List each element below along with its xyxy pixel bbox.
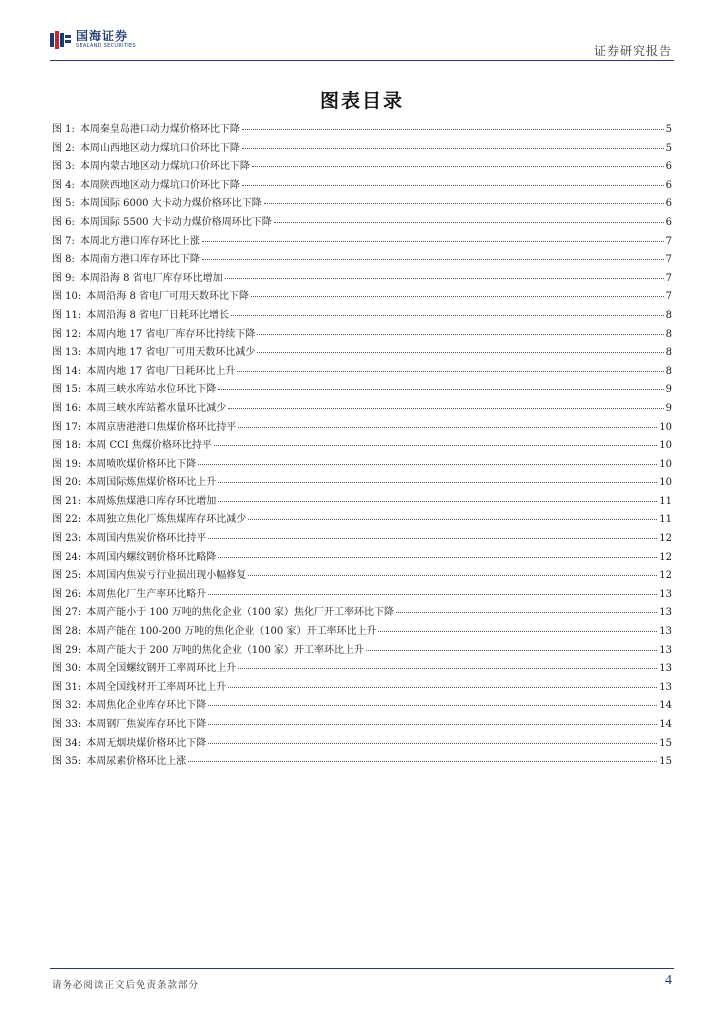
toc-entry-label: 本周沿海 8 省电厂可用天数环比下降: [86, 291, 250, 303]
toc-entry-number: 图 2:: [52, 142, 75, 154]
toc-entry-page: 11: [659, 514, 672, 526]
toc-entry-page: 12: [659, 551, 672, 563]
toc-entry-page: 11: [659, 495, 672, 507]
toc-entry-page: 8: [665, 347, 672, 359]
toc-dot-leader: [208, 538, 657, 539]
toc-dot-leader: [218, 557, 657, 558]
toc-dot-leader: [214, 445, 657, 446]
toc-entry-label: 本周京唐港港口焦煤价格环比持平: [86, 421, 237, 433]
toc-entry[interactable]: [52, 380, 672, 399]
toc-dot-leader: [208, 724, 657, 725]
toc-entry-label: 本周 CCI 焦煤价格环比持平: [86, 440, 212, 452]
toc-entry[interactable]: [52, 566, 672, 585]
figure-list: [52, 120, 672, 771]
toc-entry-page: 13: [659, 681, 672, 693]
toc-entry[interactable]: [52, 269, 672, 288]
toc-entry-page: 6: [665, 198, 672, 210]
toc-entry-label: 本周秦皇岛港口动力煤价格环比下降: [79, 124, 240, 135]
toc-entry-page: 6: [665, 216, 672, 228]
toc-entry[interactable]: [52, 603, 672, 622]
toc-entry-page: 6: [665, 161, 672, 173]
toc-entry-number: 图 14:: [52, 365, 82, 377]
toc-entry-label: 本周国际 6000 大卡动力煤价格环比下降: [79, 198, 262, 210]
toc-entry[interactable]: [52, 213, 672, 232]
toc-entry-number: 图 18:: [52, 440, 82, 452]
toc-entry-number: 图 9:: [52, 272, 75, 284]
toc-entry-number: 图 27:: [52, 607, 82, 619]
toc-entry-label: 本周产能大于 200 万吨的焦化企业（100 家）开工率环比上升: [86, 644, 364, 656]
toc-entry-label: 本周尿素价格环比上涨: [86, 756, 187, 768]
toc-entry[interactable]: [52, 622, 672, 641]
report-type: 证券研究报告: [593, 44, 672, 58]
toc-entry-number: 图 15:: [52, 384, 82, 396]
toc-entry[interactable]: [52, 548, 672, 567]
toc-entry-label: 本周内地 17 省电厂日耗环比上升: [86, 365, 236, 377]
toc-entry-page: 13: [659, 626, 672, 638]
toc-entry-page: 13: [659, 663, 672, 675]
toc-dot-leader: [242, 148, 664, 149]
toc-entry[interactable]: [52, 436, 672, 455]
toc-dot-leader: [242, 129, 664, 130]
toc-entry[interactable]: [52, 232, 672, 251]
toc-entry[interactable]: [52, 194, 672, 213]
toc-entry-page: 7: [665, 235, 672, 247]
toc-entry[interactable]: [52, 492, 672, 511]
toc-entry[interactable]: [52, 734, 672, 753]
toc-entry-page: 13: [659, 644, 672, 656]
toc-dot-leader: [237, 371, 663, 372]
toc-entry-label: 本周炼焦煤港口库存环比增加: [86, 495, 217, 507]
toc-entry-label: 本周焦化企业库存环比下降: [86, 700, 207, 712]
toc-entry-number: 图 26:: [52, 588, 82, 600]
toc-entry-label: 本周三峡水库站蓄水量环比减少: [86, 402, 227, 414]
toc-entry-page: 5: [665, 142, 672, 154]
toc-entry-label: 本周沿海 8 省电厂库存环比增加: [79, 272, 223, 284]
toc-entry-number: 图 21:: [52, 495, 82, 507]
toc-entry-label: 本周内地 17 省电厂可用天数环比减少: [86, 347, 256, 359]
toc-entry-page: 14: [659, 700, 672, 712]
toc-dot-leader: [228, 408, 663, 409]
toc-dot-leader: [225, 278, 664, 279]
toc-dot-leader: [251, 296, 664, 297]
toc-entry-page: 9: [665, 384, 672, 396]
toc-entry[interactable]: [52, 343, 672, 362]
toc-entry[interactable]: [52, 306, 672, 325]
toc-dot-leader: [208, 743, 657, 744]
toc-entry[interactable]: [52, 287, 672, 306]
toc-entry-page: 12: [659, 570, 672, 582]
toc-dot-leader: [218, 482, 657, 483]
toc-entry-label: 本周南方港口库存环比下降: [79, 254, 200, 266]
toc-entry[interactable]: [52, 362, 672, 381]
toc-entry-label: 本周国际 5500 大卡动力煤价格周环比下降: [79, 216, 272, 228]
toc-entry-label: 本周喷吹煤价格环比下降: [86, 458, 197, 470]
toc-entry-label: 本周山西地区动力煤坑口价环比下降: [79, 142, 240, 154]
toc-entry-number: 图 34:: [52, 737, 82, 749]
toc-dot-leader: [396, 612, 657, 613]
toc-entry-page: 6: [665, 179, 672, 191]
toc-entry-page: 8: [665, 309, 672, 321]
toc-entry-number: 图 13:: [52, 347, 82, 359]
toc-entry-page: 13: [659, 588, 672, 600]
toc-entry-page: 14: [659, 719, 672, 730]
toc-dot-leader: [202, 241, 664, 242]
toc-entry-label: 本周产能小于 100 万吨的焦化企业（100 家）焦化厂开工率环比下降: [86, 607, 394, 619]
page-number: 4: [665, 973, 672, 988]
toc-entry-number: 图 19:: [52, 458, 82, 470]
page-title: 图表目录: [319, 90, 404, 112]
toc-entry-number: 图 33:: [52, 719, 82, 730]
toc-dot-leader: [198, 464, 657, 465]
toc-entry-page: 10: [659, 477, 672, 489]
toc-entry[interactable]: [52, 510, 672, 529]
toc-entry-number: 图 22:: [52, 514, 82, 526]
toc-entry-number: 图 31:: [52, 681, 82, 693]
toc-entry[interactable]: [52, 529, 672, 548]
toc-entry-label: 本周钢厂焦炭库存环比下降: [86, 719, 207, 730]
toc-entry-page: 9: [665, 402, 672, 414]
toc-entry-label: 本周全国线材开工率周环比上升: [86, 681, 227, 693]
toc-entry-number: 图 24:: [52, 551, 82, 563]
toc-entry-number: 图 3:: [52, 161, 75, 173]
toc-entry[interactable]: [52, 641, 672, 660]
toc-entry-number: 图 12:: [52, 328, 82, 340]
toc-dot-leader: [238, 427, 657, 428]
toc-entry[interactable]: [52, 752, 672, 771]
toc-dot-leader: [248, 519, 657, 520]
toc-entry-number: 图 8:: [52, 254, 75, 266]
toc-entry-number: 图 32:: [52, 700, 82, 712]
toc-entry[interactable]: [52, 418, 672, 437]
toc-entry[interactable]: [52, 399, 672, 418]
toc-entry-page: 10: [659, 458, 672, 470]
toc-entry-number: 图 29:: [52, 644, 82, 656]
toc-entry-label: 本周北方港口库存环比上涨: [79, 235, 200, 247]
toc-entry-number: 图 5:: [52, 198, 75, 210]
toc-entry[interactable]: [52, 696, 672, 715]
toc-entry-label: 本周内蒙古地区动力煤坑口价环比下降: [79, 161, 250, 173]
toc-entry[interactable]: [52, 139, 672, 158]
toc-entry-page: 12: [659, 533, 672, 545]
toc-entry[interactable]: [52, 455, 672, 474]
toc-entry-number: 图 16:: [52, 402, 82, 414]
toc-entry[interactable]: [52, 325, 672, 344]
toc-entry-label: 本周内地 17 省电厂库存环比持续下降: [86, 328, 256, 340]
toc-entry-label: 本周无烟块煤价格环比下降: [86, 737, 207, 749]
toc-entry-label: 本周国内焦炭价格环比持平: [86, 533, 207, 545]
toc-entry-label: 本周产能在 100-200 万吨的焦化企业（100 家）开工率环比上升: [86, 626, 377, 638]
toc-entry-number: 图 25:: [52, 570, 82, 582]
toc-entry-page: 10: [659, 421, 672, 433]
toc-entry-page: 15: [659, 737, 672, 749]
toc-dot-leader: [252, 166, 664, 167]
toc-entry-page: 8: [665, 328, 672, 340]
toc-dot-leader: [264, 203, 664, 204]
toc-entry-label: 本周沿海 8 省电厂日耗环比增长: [86, 309, 230, 321]
toc-entry-label: 本周陕西地区动力煤坑口价环比下降: [79, 179, 240, 191]
toc-entry-number: 图 11:: [52, 309, 82, 321]
toc-entry-page: 7: [665, 254, 672, 266]
toc-entry-page: 7: [665, 272, 672, 284]
toc-dot-leader: [208, 594, 657, 595]
toc-entry[interactable]: [52, 678, 672, 697]
toc-entry-page: 13: [659, 607, 672, 619]
toc-entry[interactable]: [52, 157, 672, 176]
toc-entry-page: 5: [665, 124, 672, 135]
logo-name-cn: 国海证券: [76, 29, 129, 43]
toc-entry-label: 本周国内焦炭亏行业损出现小幅修复: [86, 570, 247, 582]
toc-entry-number: 图 23:: [52, 533, 82, 545]
toc-entry-number: 图 20:: [52, 477, 82, 489]
toc-dot-leader: [274, 222, 664, 223]
toc-entry-number: 图 30:: [52, 663, 82, 675]
toc-dot-leader: [188, 761, 657, 762]
toc-dot-leader: [208, 705, 657, 706]
toc-entry-label: 本周国际炼焦煤价格环比上升: [86, 477, 217, 489]
toc-entry-label: 本周焦化厂生产率环比略升: [86, 588, 207, 600]
toc-entry-page: 10: [659, 440, 672, 452]
page-header: [50, 28, 674, 61]
toc-entry[interactable]: [52, 659, 672, 678]
toc-dot-leader: [231, 315, 664, 316]
toc-dot-leader: [238, 668, 657, 669]
toc-entry-label: 本周独立焦化厂炼焦煤库存环比减少: [86, 514, 247, 526]
toc-entry-number: 图 1:: [52, 124, 75, 135]
toc-entry-number: 图 10:: [52, 291, 82, 303]
toc-dot-leader: [228, 687, 657, 688]
toc-dot-leader: [378, 631, 657, 632]
toc-entry-label: 本周三峡水库站水位环比下降: [86, 384, 217, 396]
toc-entry-number: 图 35:: [52, 756, 82, 768]
page-footer: [50, 968, 674, 995]
toc-entry[interactable]: [52, 120, 672, 139]
company-logo: [50, 30, 136, 49]
toc-entry-label: 本周全国螺纹钢开工率周环比上升: [86, 663, 237, 675]
toc-dot-leader: [257, 334, 663, 335]
footer-disclaimer: 请务必阅读正文后免责条款部分: [52, 980, 200, 991]
toc-dot-leader: [242, 185, 664, 186]
logo-mark-icon: [50, 31, 72, 49]
toc-entry[interactable]: [52, 250, 672, 269]
toc-entry-page: 8: [665, 365, 672, 377]
toc-entry-label: 本周国内螺纹钢价格环比略降: [86, 551, 217, 563]
toc-dot-leader: [218, 389, 663, 390]
toc-entry-number: 图 7:: [52, 235, 75, 247]
toc-entry-number: 图 4:: [52, 179, 75, 191]
logo-name-en: SEALAND SECURITIES: [76, 43, 136, 49]
toc-entry-number: 图 17:: [52, 421, 82, 433]
toc-entry[interactable]: [52, 176, 672, 195]
toc-entry-number: 图 28:: [52, 626, 82, 638]
toc-entry-page: 15: [659, 756, 672, 768]
toc-dot-leader: [248, 575, 657, 576]
toc-dot-leader: [218, 501, 657, 502]
toc-entry[interactable]: [52, 585, 672, 604]
toc-entry[interactable]: [52, 473, 672, 492]
toc-entry-page: 7: [665, 291, 672, 303]
toc-dot-leader: [202, 259, 664, 260]
toc-entry-number: 图 6:: [52, 216, 75, 228]
toc-dot-leader: [366, 650, 657, 651]
toc-entry[interactable]: [52, 715, 672, 734]
toc-dot-leader: [257, 352, 663, 353]
